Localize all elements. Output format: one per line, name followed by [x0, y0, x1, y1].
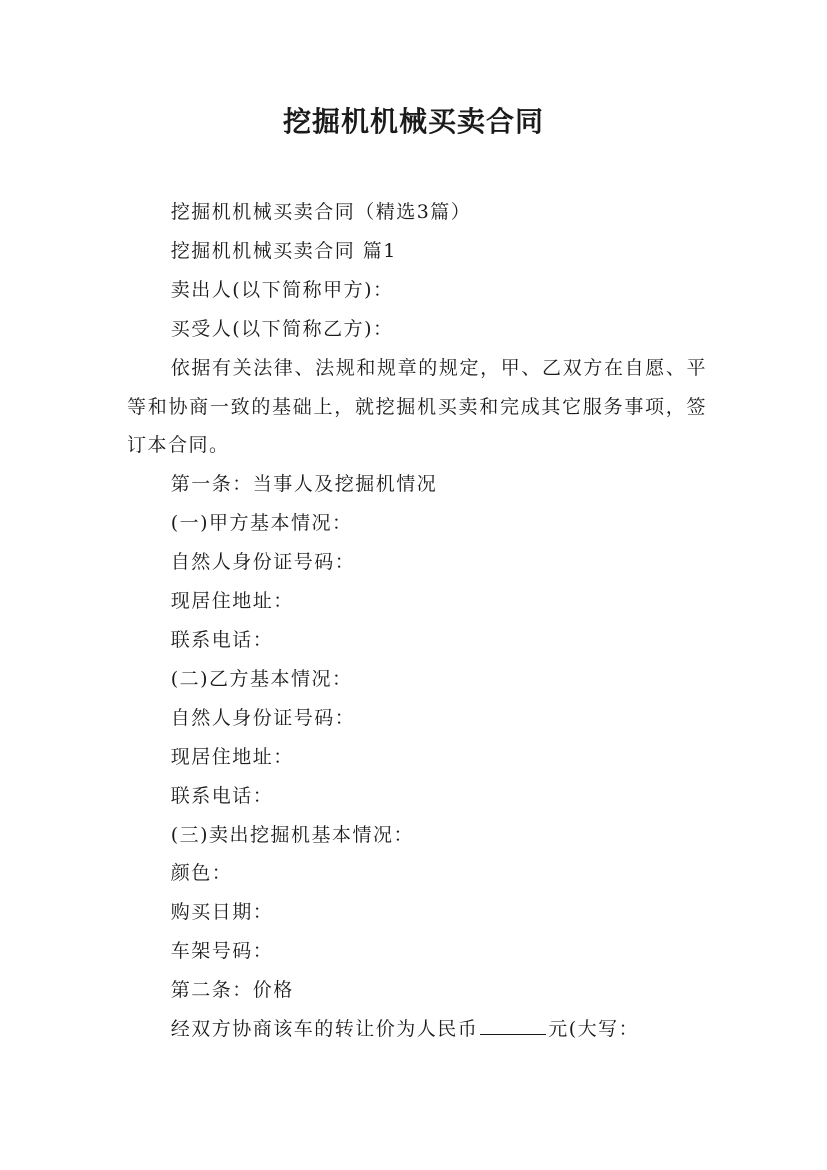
subtitle: 挖掘机机械买卖合同（精选3篇） — [170, 201, 472, 223]
party-b-address-line: 现居住地址： — [170, 745, 294, 768]
party-a-phone-line: 联系电话： — [170, 628, 274, 651]
document-body — [127, 193, 707, 1049]
article-1-heading: 第一条：当事人及挖掘机情况 — [170, 473, 438, 496]
price-text-after: 元(大写： — [548, 1018, 640, 1041]
party-b-phone-line: 联系电话： — [170, 784, 274, 807]
party-b-heading: (二)乙方基本情况： — [170, 667, 353, 690]
party-a-id-line: 自然人身份证号码： — [170, 551, 356, 574]
buyer-line: 买受人(以下简称乙方)： — [170, 317, 394, 340]
machine-heading: (三)卖出挖掘机基本情况： — [170, 823, 415, 846]
price-line — [127, 1010, 707, 1049]
part-heading: 挖掘机机械买卖合同 篇1 — [170, 239, 397, 262]
party-b-id-line: 自然人身份证号码： — [170, 706, 356, 729]
purchase-date-line: 购买日期： — [170, 901, 274, 924]
price-blank — [480, 1015, 546, 1035]
party-a-address-line: 现居住地址： — [170, 590, 294, 613]
document-title: 挖掘机机械买卖合同 — [282, 105, 544, 138]
seller-line: 卖出人(以下简称甲方)： — [170, 278, 394, 301]
color-line: 颜色： — [170, 862, 233, 885]
party-a-heading: (一)甲方基本情况： — [170, 512, 353, 535]
frame-number-line: 车架号码： — [170, 940, 274, 963]
article-2-heading: 第二条：价格 — [170, 979, 294, 1002]
preamble-paragraph: 依据有关法律、法规和规章的规定，甲、乙双方在自愿、平等和协商一致的基础上，就挖掘机买卖和完成其它服务事项，签订本合同。 — [127, 356, 707, 457]
price-text-before: 经双方协商该车的转让价为人民币 — [170, 1018, 479, 1041]
